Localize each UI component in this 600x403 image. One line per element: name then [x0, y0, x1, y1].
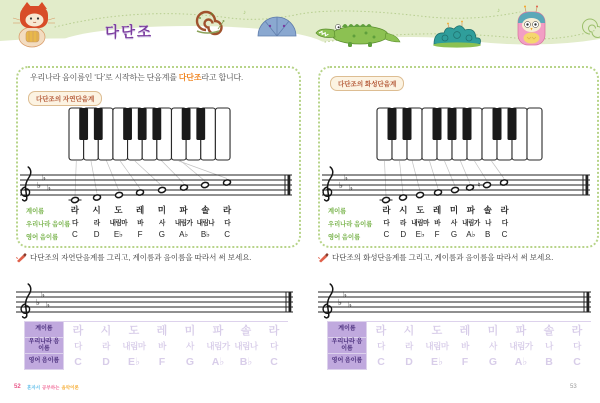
intro-post: 라고 합니다. [201, 73, 244, 82]
english-note-name: F [434, 230, 440, 239]
treble-clef-icon [323, 284, 333, 318]
black-keys [79, 108, 205, 140]
trace-cell[interactable]: C [573, 356, 581, 368]
trace-cell[interactable]: 라 [571, 325, 583, 337]
trace-cell[interactable]: 파 [212, 325, 224, 337]
english-note-name: C [501, 230, 508, 239]
english-name-row [320, 230, 597, 241]
korean-note-name: 내림마 [109, 220, 128, 227]
trace-cell[interactable]: 미 [487, 325, 499, 337]
english-note-name: A♭ [466, 230, 476, 239]
solfege-name: 시 [92, 205, 101, 215]
solfege-name: 레 [136, 205, 145, 215]
series-title [27, 385, 79, 391]
trace-cell[interactable]: 다 [377, 341, 385, 351]
row-label: 계이름 [24, 322, 64, 338]
series-word: 공부하는 [42, 385, 60, 390]
korean-note-name: 내림가 [174, 220, 193, 227]
korean-note-name: 다 [71, 220, 78, 227]
treble-clef-icon [21, 167, 31, 201]
treble-clef-icon [323, 167, 333, 201]
english-note-name: E♭ [113, 230, 123, 239]
pencil-character-icon [318, 252, 329, 263]
trace-cell[interactable]: 시 [403, 325, 415, 337]
practice-row-english [24, 354, 288, 370]
trace-cell[interactable]: 라 [102, 341, 110, 351]
solfege-name: 라 [223, 205, 232, 215]
korean-note-name: 내림나 [196, 220, 215, 227]
trace-cell[interactable]: 바 [461, 341, 469, 351]
trace-cell[interactable]: 라 [72, 325, 84, 337]
trace-cell[interactable]: 미 [184, 325, 196, 337]
english-note-name: B [485, 230, 491, 239]
treble-clef-icon [21, 284, 31, 318]
trace-cell[interactable]: G [488, 356, 498, 368]
svg-text:♭: ♭ [41, 172, 47, 183]
trace-cell[interactable]: 도 [431, 325, 443, 337]
korean-note-name: 내림가 [462, 220, 480, 227]
svg-text:♭: ♭ [343, 172, 349, 183]
white-keys [69, 108, 230, 160]
english-note-name: D [93, 230, 100, 239]
trace-cell[interactable]: 라 [375, 325, 387, 337]
trace-cell[interactable]: 내림마 [425, 341, 449, 351]
section-label-natural-minor: 다단조의 자연단음계 [28, 91, 102, 106]
music-note-doodle: ♪ [243, 10, 246, 16]
intro-pre: 우리나라 음이름인 ‘다’로 시작하는 단음계를 [30, 73, 179, 82]
solfege-name: 라 [500, 205, 509, 215]
trace-cell[interactable]: D [405, 356, 413, 368]
english-note-name: B♭ [200, 230, 210, 239]
solfege-name: 라 [382, 205, 391, 215]
solfege-name: 시 [399, 205, 408, 215]
trace-cell[interactable]: F [461, 356, 469, 368]
solfege-name: 미 [157, 205, 166, 215]
svg-text:♭: ♭ [337, 296, 343, 307]
korean-note-name: 사 [450, 220, 457, 227]
english-note-name: G [158, 230, 165, 239]
english-note-name: D [400, 230, 407, 239]
svg-text:♭: ♭ [36, 179, 42, 190]
row-label: 영어 음이름 [26, 234, 59, 241]
english-note-name: C [383, 230, 390, 239]
trace-cell[interactable]: 도 [128, 325, 140, 337]
svg-text:♭: ♭ [338, 179, 344, 190]
row-label: 영어 음이름 [24, 354, 64, 370]
english-note-name: F [137, 230, 143, 239]
row-label: 우리나라 음이름 [327, 338, 367, 354]
row-label: 영어 음이름 [328, 234, 361, 241]
series-word: 음악이론 [61, 385, 79, 390]
practice-row-solfege [327, 322, 591, 338]
instruction-text: 다단조의 자연단음계를 그리고, 계이름과 음이름을 따라서 써 보세요. [30, 253, 252, 262]
english-note-name: A♭ [179, 230, 189, 239]
trace-cell[interactable]: C [74, 356, 82, 368]
section-label-harmonic-minor: 다단조의 화성단음계 [330, 76, 404, 91]
piano-keyboard [69, 108, 230, 160]
exercise-instruction-left [16, 252, 252, 263]
trace-cell[interactable]: G [185, 356, 195, 368]
page-title: 다단조 [104, 25, 154, 41]
intro-sentence [30, 72, 243, 83]
korean-name-row [18, 217, 299, 228]
instruction-text: 다단조의 화성단음계를 그리고, 계이름과 음이름을 따라서 써 보세요. [332, 253, 554, 262]
trace-cell[interactable]: F [158, 356, 166, 368]
trace-cell[interactable]: 바 [158, 341, 166, 351]
trace-cell[interactable]: 내림가 [206, 341, 230, 351]
term-highlight: 다단조 [178, 73, 202, 82]
practice-row-korean [24, 338, 288, 354]
svg-text:♭: ♭ [342, 289, 348, 300]
practice-row-solfege [24, 322, 288, 338]
korean-note-name: 라 [400, 220, 406, 227]
trace-cell[interactable]: 내림가 [509, 341, 533, 351]
solfege-name: 솔 [483, 205, 492, 215]
korean-note-name: 바 [434, 220, 441, 227]
row-label: 우리나라 음이름 [328, 221, 373, 228]
piano-keyboard [377, 108, 542, 160]
korean-note-name: 내림마 [411, 220, 429, 227]
natural-minor-diagram [18, 106, 295, 210]
trace-cell[interactable]: 레 [156, 325, 168, 337]
practice-row-english [327, 354, 591, 370]
practice-table-left [24, 321, 288, 370]
trace-cell[interactable]: 솔 [543, 325, 555, 337]
blank-staff-right [318, 282, 595, 322]
natural-minor-panel [16, 66, 301, 248]
english-note-name: E♭ [415, 230, 425, 239]
trace-cell[interactable]: C [377, 356, 385, 368]
korean-note-name: 바 [137, 220, 144, 227]
harmonic-minor-panel [318, 66, 599, 248]
trace-cell[interactable]: 사 [186, 341, 194, 351]
row-label: 계이름 [328, 208, 347, 215]
korean-note-name: 다 [383, 220, 390, 227]
solfege-name: 파 [179, 205, 188, 215]
row-label: 영어 음이름 [327, 354, 367, 370]
treble-staff [20, 175, 292, 195]
svg-text:♭: ♭ [46, 182, 52, 193]
trace-cell[interactable]: 다 [573, 341, 581, 351]
solfege-name: 솔 [201, 205, 210, 215]
staff-lines [318, 292, 591, 312]
svg-text:♭: ♭ [348, 182, 354, 193]
harmonic-minor-diagram [320, 106, 593, 210]
row-label: 우리나라 음이름 [24, 338, 64, 354]
scale-notes [382, 179, 508, 203]
natural-sign: ♮ [477, 180, 481, 190]
page-number-left: 52 [14, 384, 21, 390]
trace-cell[interactable]: 라 [405, 341, 413, 351]
trace-cell[interactable]: B [545, 356, 553, 368]
solfege-name: 도 [416, 205, 425, 215]
solfege-row [18, 204, 299, 215]
blank-staff-left [16, 282, 297, 322]
trace-cell[interactable]: E♭ [431, 356, 443, 368]
trace-cell[interactable]: B♭ [239, 356, 253, 368]
row-label: 계이름 [26, 208, 45, 215]
english-note-name: C [224, 230, 231, 239]
english-note-name: G [450, 230, 458, 239]
staff-lines [16, 292, 293, 312]
solfege-name: 라 [70, 205, 79, 215]
korean-note-name: 라 [93, 220, 100, 227]
trace-cell[interactable]: 내림나 [234, 341, 258, 351]
practice-table-right [327, 321, 591, 370]
korean-note-name: 사 [158, 220, 165, 227]
solfege-name: 파 [466, 205, 475, 215]
trace-cell[interactable]: 내림마 [122, 341, 146, 351]
trace-cell[interactable]: 나 [545, 341, 553, 351]
exercise-instruction-right [318, 252, 554, 263]
svg-text:♭: ♭ [40, 289, 46, 300]
white-keys [377, 108, 542, 160]
korean-note-name: 나 [485, 220, 491, 227]
trace-cell[interactable]: 라 [268, 325, 280, 337]
english-name-row [18, 230, 299, 241]
english-note-name: C [71, 230, 78, 239]
solfege-name: 레 [432, 205, 442, 215]
solfege-row [320, 204, 597, 215]
korean-note-name: 다 [501, 220, 508, 227]
black-keys [388, 108, 517, 140]
row-label: 우리나라 음이름 [26, 221, 71, 228]
korean-note-name: 다 [224, 220, 231, 227]
row-label: 계이름 [327, 322, 367, 338]
solfege-name: 도 [114, 205, 123, 215]
trace-cell[interactable]: A♭ [514, 356, 528, 368]
series-word: 혼자서 [27, 385, 41, 390]
svg-text:♭: ♭ [347, 299, 353, 310]
practice-row-korean [327, 338, 591, 354]
pencil-character-icon [16, 252, 27, 263]
trace-cell[interactable]: 파 [515, 325, 527, 337]
page-number-right: 53 [570, 384, 577, 390]
solfege-name: 미 [449, 205, 459, 215]
korean-name-row [320, 217, 597, 228]
trace-cell[interactable]: 다 [270, 341, 278, 351]
trace-cell[interactable]: 다 [74, 341, 82, 351]
trace-cell[interactable]: C [270, 356, 278, 368]
trace-cell[interactable]: D [102, 356, 110, 368]
trace-cell[interactable]: 레 [459, 325, 471, 337]
trace-cell[interactable]: E♭ [128, 356, 140, 368]
svg-text:♭: ♭ [45, 299, 51, 310]
music-note-doodle: ♪ [497, 8, 500, 14]
trace-cell[interactable]: 사 [489, 341, 497, 351]
svg-text:♭: ♭ [35, 296, 41, 307]
trace-cell[interactable]: 시 [100, 325, 112, 337]
trace-cell[interactable]: 솔 [240, 325, 252, 337]
trace-cell[interactable]: A♭ [211, 356, 225, 368]
